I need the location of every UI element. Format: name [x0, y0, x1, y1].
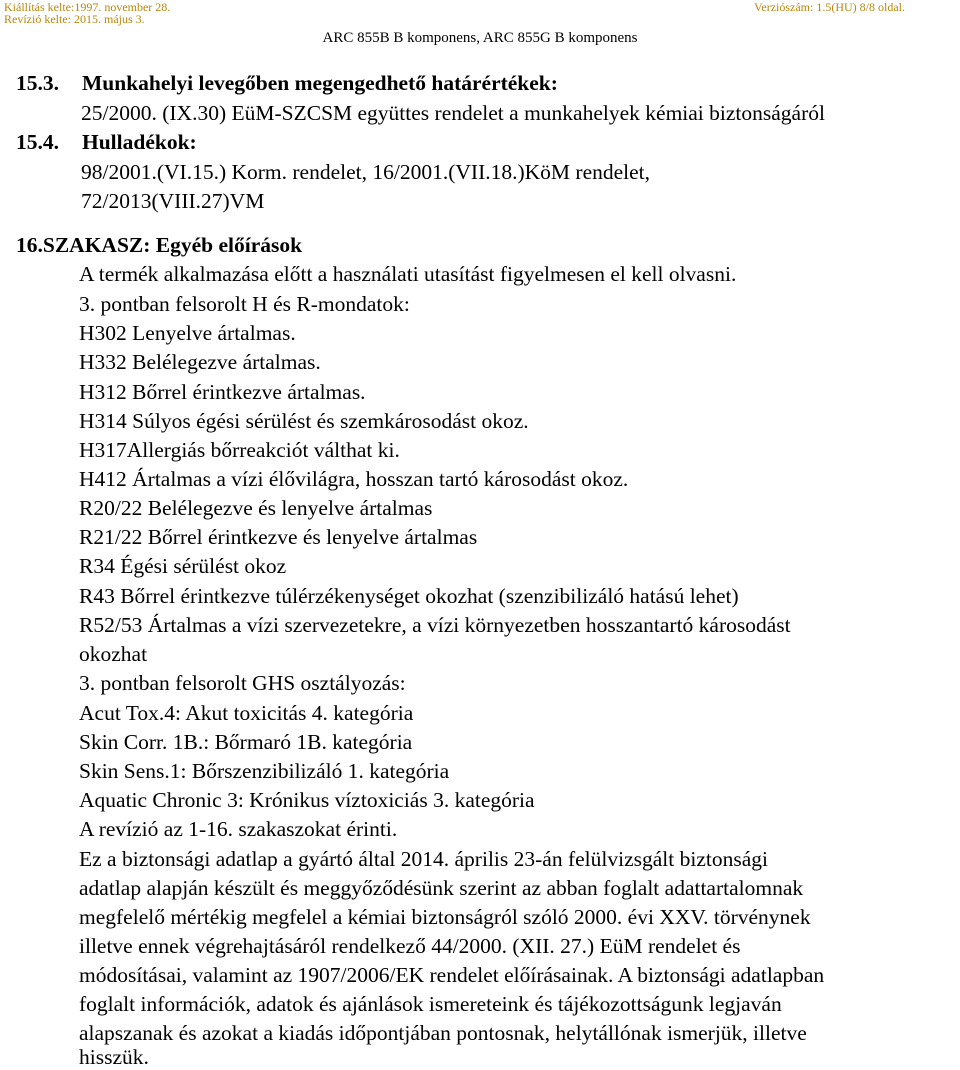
closing-paragraph-line: módosításai, valamint az 1907/2006/EK rendelet előírásainak. A biztonsági adatlapban: [79, 963, 825, 987]
section-15-3-number: 15.3.: [16, 71, 59, 95]
h-statement: H332 Belélegezve ártalmas.: [79, 350, 321, 374]
h-statement: H314 Súlyos égési sérülést és szemkárosodást okoz.: [79, 409, 529, 433]
ghs-heading: 3. pontban felsorolt GHS osztályozás:: [79, 671, 406, 695]
closing-paragraph-line: megfelelő mértékig megfelel a kémiai biztonságról szóló 2000. évi XXV. törvénynek: [79, 905, 811, 929]
section-15-4-number: 15.4.: [16, 130, 59, 154]
h-statements-heading: 3. pontban felsorolt H és R-mondatok:: [79, 292, 410, 316]
closing-paragraph-line: adatlap alapján készült és meggyőződésünk szerint az abban foglalt adattartalomnak: [79, 876, 804, 900]
ghs-item: Acut Tox.4: Akut toxicitás 4. kategória: [79, 701, 414, 725]
version-page-info: Verziószám: 1.5(HU) 8/8 oldal.: [754, 0, 905, 14]
ghs-item: Aquatic Chronic 3: Krónikus víztoxiciás 3. kategória: [79, 788, 535, 812]
h-statement: H412 Ártalmas a vízi élővilágra, hosszan tartó károsodást okoz.: [79, 467, 629, 491]
r-phrase: R20/22 Belélegezve és lenyelve ártalmas: [79, 496, 433, 520]
revision-note: A revízió az 1-16. szakaszokat érinti.: [79, 817, 398, 841]
waste-regulation-line: 98/2001.(VI.15.) Korm. rendelet, 16/2001.(VII.18.)KöM rendelet,: [81, 160, 651, 184]
r-phrase: R52/53 Ártalmas a vízi szervezetekre, a vízi környezetben hosszantartó károsodást: [79, 613, 791, 637]
ghs-item: Skin Corr. 1B.: Bőrmaró 1B. kategória: [79, 730, 413, 754]
closing-paragraph-line: illetve ennek végrehajtásáról rendelkező 44/2000. (XII. 27.) EüM rendelet és: [79, 934, 741, 958]
waste-regulation-line: 72/2013(VIII.27)VM: [81, 189, 265, 213]
section-15-3-title: Munkahelyi levegőben megengedhető határértékek:: [82, 71, 558, 95]
r-phrase: R34 Égési sérülést okoz: [79, 554, 287, 578]
h-statement: H312 Bőrrel érintkezve ártalmas.: [79, 380, 366, 404]
issue-date: Kiállítás kelte:1997. november 28.: [4, 0, 171, 14]
product-title: ARC 855B B komponens, ARC 855G B komponens: [322, 30, 638, 46]
r-phrase: R21/22 Bőrrel érintkezve és lenyelve ártalmas: [79, 525, 478, 549]
h-statement: H302 Lenyelve ártalmas.: [79, 321, 296, 345]
closing-paragraph-line: hisszük.: [79, 1045, 149, 1069]
section-16-title: 16.SZAKASZ: Egyéb előírások: [16, 233, 303, 257]
closing-paragraph-line: foglalt információk, adatok és ajánlások ismereteink és tájékozottságunk legjaván: [79, 992, 782, 1016]
closing-paragraph-line: alapszanak és azokat a kiadás időpontjában pontosnak, helytállónak ismerjük, illetve: [79, 1021, 807, 1045]
section-16-intro: A termék alkalmazása előtt a használati utasítást figyelmesen el kell olvasni.: [79, 262, 737, 286]
section-15-3-heading: [16, 70, 558, 96]
revision-date: Revízió kelte: 2015. május 3.: [4, 12, 145, 26]
section-15-4-heading: [16, 129, 197, 155]
r-phrase: okozhat: [79, 642, 148, 666]
ghs-item: Skin Sens.1: Bőrszenzibilizáló 1. kategória: [79, 759, 450, 783]
h-statement: H317Allergiás bőrreakciót válthat ki.: [79, 438, 400, 462]
section-15-4-title: Hulladékok:: [82, 130, 197, 154]
r-phrase: R43 Bőrrel érintkezve túlérzékenységet okozhat (szenzibilizáló hatású lehet): [79, 584, 739, 608]
closing-paragraph-line: Ez a biztonsági adatlap a gyártó által 2014. április 23-án felülvizsgált biztonsági: [79, 847, 768, 871]
section-15-3-text: 25/2000. (IX.30) EüM-SZCSM együttes rendelet a munkahelyek kémiai biztonságáról: [81, 101, 825, 125]
